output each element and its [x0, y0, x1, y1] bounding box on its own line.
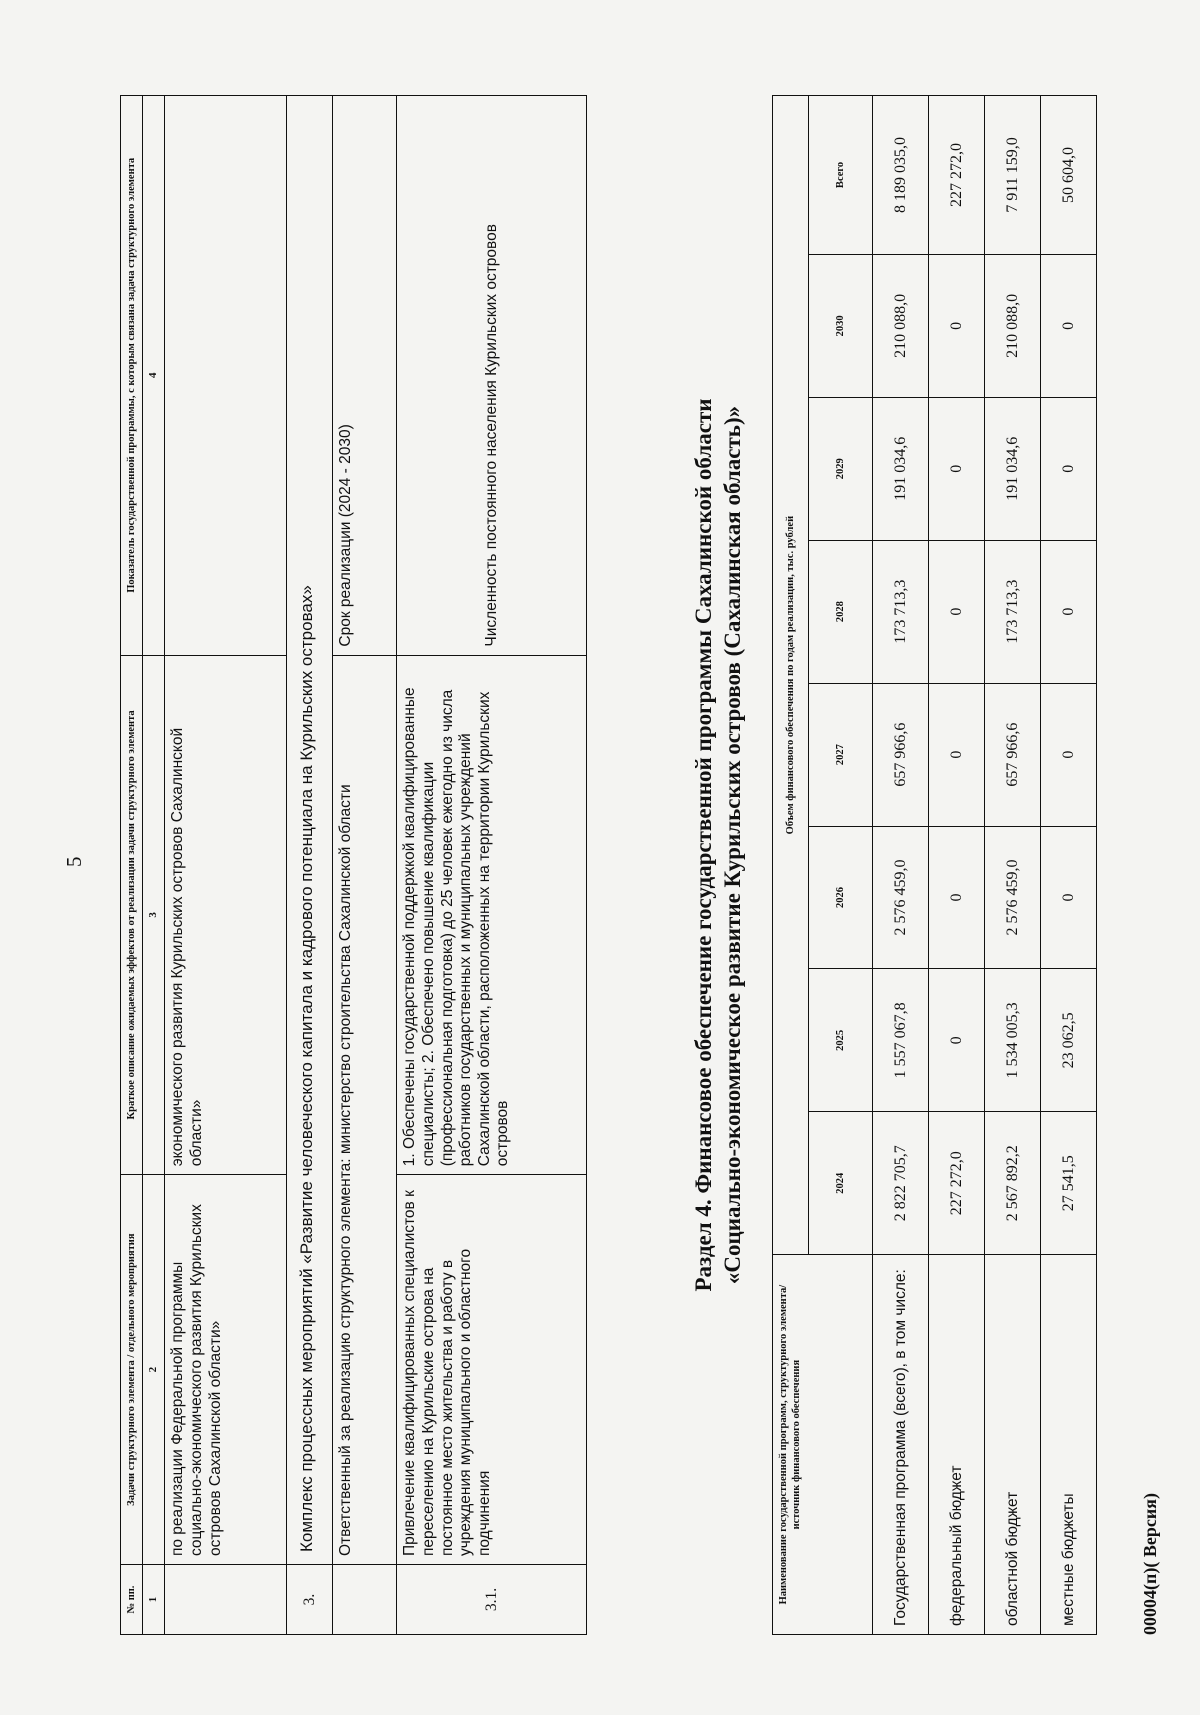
row-number	[165, 1565, 287, 1635]
value-cell: 2 576 459,0	[873, 826, 929, 969]
total-cell: 227 272,0	[929, 96, 985, 255]
section-title-line1: Раздел 4. Финансовое обеспечение государственной программы Сахалинской области	[691, 398, 716, 1292]
table-row	[165, 96, 287, 1635]
section-title	[690, 175, 748, 1515]
page-number: 5	[62, 856, 86, 867]
column-number: 2	[143, 1175, 165, 1565]
value-cell: 657 966,6	[873, 683, 929, 826]
value-cell: 227 272,0	[929, 1112, 985, 1255]
table-row	[397, 96, 587, 1635]
header-volume: Объем финансового обеспечения по годам реализации, тыс. рублей	[773, 96, 809, 1255]
table-row	[1041, 96, 1097, 1635]
value-cell: 1 534 005,3	[985, 969, 1041, 1112]
row-number: 3.1.	[397, 1565, 587, 1635]
value-cell: 173 713,3	[985, 540, 1041, 683]
value-cell: 0	[1041, 254, 1097, 397]
header-effect: Краткое описание ожидаемых эффектов от реализации задачи структурного элемента	[121, 655, 143, 1175]
responsible-cell: Ответственный за реализацию структурного элемента: министерство строительства Сахалинской области	[333, 655, 397, 1564]
total-cell: 7 911 159,0	[985, 96, 1041, 255]
year-header: 2026	[809, 826, 873, 969]
source-name-cell: федеральный бюджет	[929, 1255, 985, 1635]
source-name-cell: Государственная программа (всего), в том числе:	[873, 1255, 929, 1635]
source-name-cell: областной бюджет	[985, 1255, 1041, 1635]
source-name-cell: местные бюджеты	[1041, 1255, 1097, 1635]
total-cell: 8 189 035,0	[873, 96, 929, 255]
year-header: 2028	[809, 540, 873, 683]
effect-cell: 1. Обеспечены государственной поддержкой квалифицированные специалисты; 2. Обеспечено повышение квалификации (профессиональная подготовка) до 25 человек ежегодно из числа работников государственных и муниципальных учреждений Сахалинской области, расположенных на территории Курильских островов	[397, 655, 587, 1175]
value-cell: 0	[1041, 826, 1097, 969]
table-header-row	[121, 96, 143, 1635]
value-cell: 0	[1041, 540, 1097, 683]
task-cell: Привлечение квалифицированных специалистов к переселению на Курильские острова на постоянное место жительства и работу в учреждения муниципального и областного подчинения	[397, 1175, 587, 1565]
year-header: 2025	[809, 969, 873, 1112]
value-cell: 210 088,0	[985, 254, 1041, 397]
table-header-row	[773, 96, 809, 1635]
complex-title-cell: Комплекс процессных мероприятий «Развитие человеческого капитала и кадрового потенциала на Курильских островах»	[287, 96, 333, 1565]
term-cell: Срок реализации (2024 - 2030)	[333, 96, 397, 656]
row-number: 3.	[287, 1565, 333, 1635]
value-cell: 0	[929, 397, 985, 540]
tasks-table	[120, 95, 587, 1635]
total-cell: 50 604,0	[1041, 96, 1097, 255]
value-cell: 0	[1041, 683, 1097, 826]
indicator-cell	[165, 96, 287, 656]
column-number-row	[143, 96, 165, 1635]
table-row	[287, 96, 333, 1635]
year-header: 2027	[809, 683, 873, 826]
value-cell: 0	[1041, 397, 1097, 540]
table-row	[985, 96, 1041, 1635]
value-cell: 0	[929, 254, 985, 397]
section-title-line2: «Социально-экономическое развитие Курильских островов (Сахалинская область)»	[719, 405, 745, 1285]
value-cell: 27 541,5	[1041, 1112, 1097, 1255]
indicator-cell: Численность постоянного населения Курильских островов	[397, 96, 587, 656]
header-source: Наименование государственной программ, структурного элемента/ источник финансового обеспечения	[773, 1255, 873, 1635]
header-indicator: Показатель государственной программы, с которым связана задача структурного элемента	[121, 96, 143, 656]
row-number	[333, 1565, 397, 1635]
value-cell: 23 062,5	[1041, 969, 1097, 1112]
column-number: 3	[143, 655, 165, 1175]
value-cell: 2 567 892,2	[985, 1112, 1041, 1255]
value-cell: 0	[929, 540, 985, 683]
value-cell: 0	[929, 826, 985, 969]
header-number: № пп.	[121, 1565, 143, 1635]
document-version: 00004(п)( Версия)	[1140, 1493, 1160, 1635]
value-cell: 191 034,6	[985, 397, 1041, 540]
table-row	[873, 96, 929, 1635]
value-cell: 210 088,0	[873, 254, 929, 397]
value-cell: 191 034,6	[873, 397, 929, 540]
header-task: Задачи структурного элемента / отдельного мероприятия	[121, 1175, 143, 1565]
value-cell: 0	[929, 683, 985, 826]
value-cell: 1 557 067,8	[873, 969, 929, 1112]
year-header: 2029	[809, 397, 873, 540]
column-number: 4	[143, 96, 165, 656]
value-cell: 0	[929, 969, 985, 1112]
value-cell: 2 576 459,0	[985, 826, 1041, 969]
table-row	[333, 96, 397, 1635]
value-cell: 2 822 705,7	[873, 1112, 929, 1255]
column-number: 1	[143, 1565, 165, 1635]
total-header: Всего	[809, 96, 873, 255]
finance-table	[772, 95, 1097, 1635]
task-cell: по реализации Федеральной программы социально-экономического развития Курильских островов Сахалинской области»	[165, 1175, 287, 1565]
effect-cell: экономического развития Курильских островов Сахалинской области»	[165, 655, 287, 1175]
value-cell: 173 713,3	[873, 540, 929, 683]
value-cell: 657 966,6	[985, 683, 1041, 826]
year-header: 2030	[809, 254, 873, 397]
year-header: 2024	[809, 1112, 873, 1255]
table-row	[929, 96, 985, 1635]
